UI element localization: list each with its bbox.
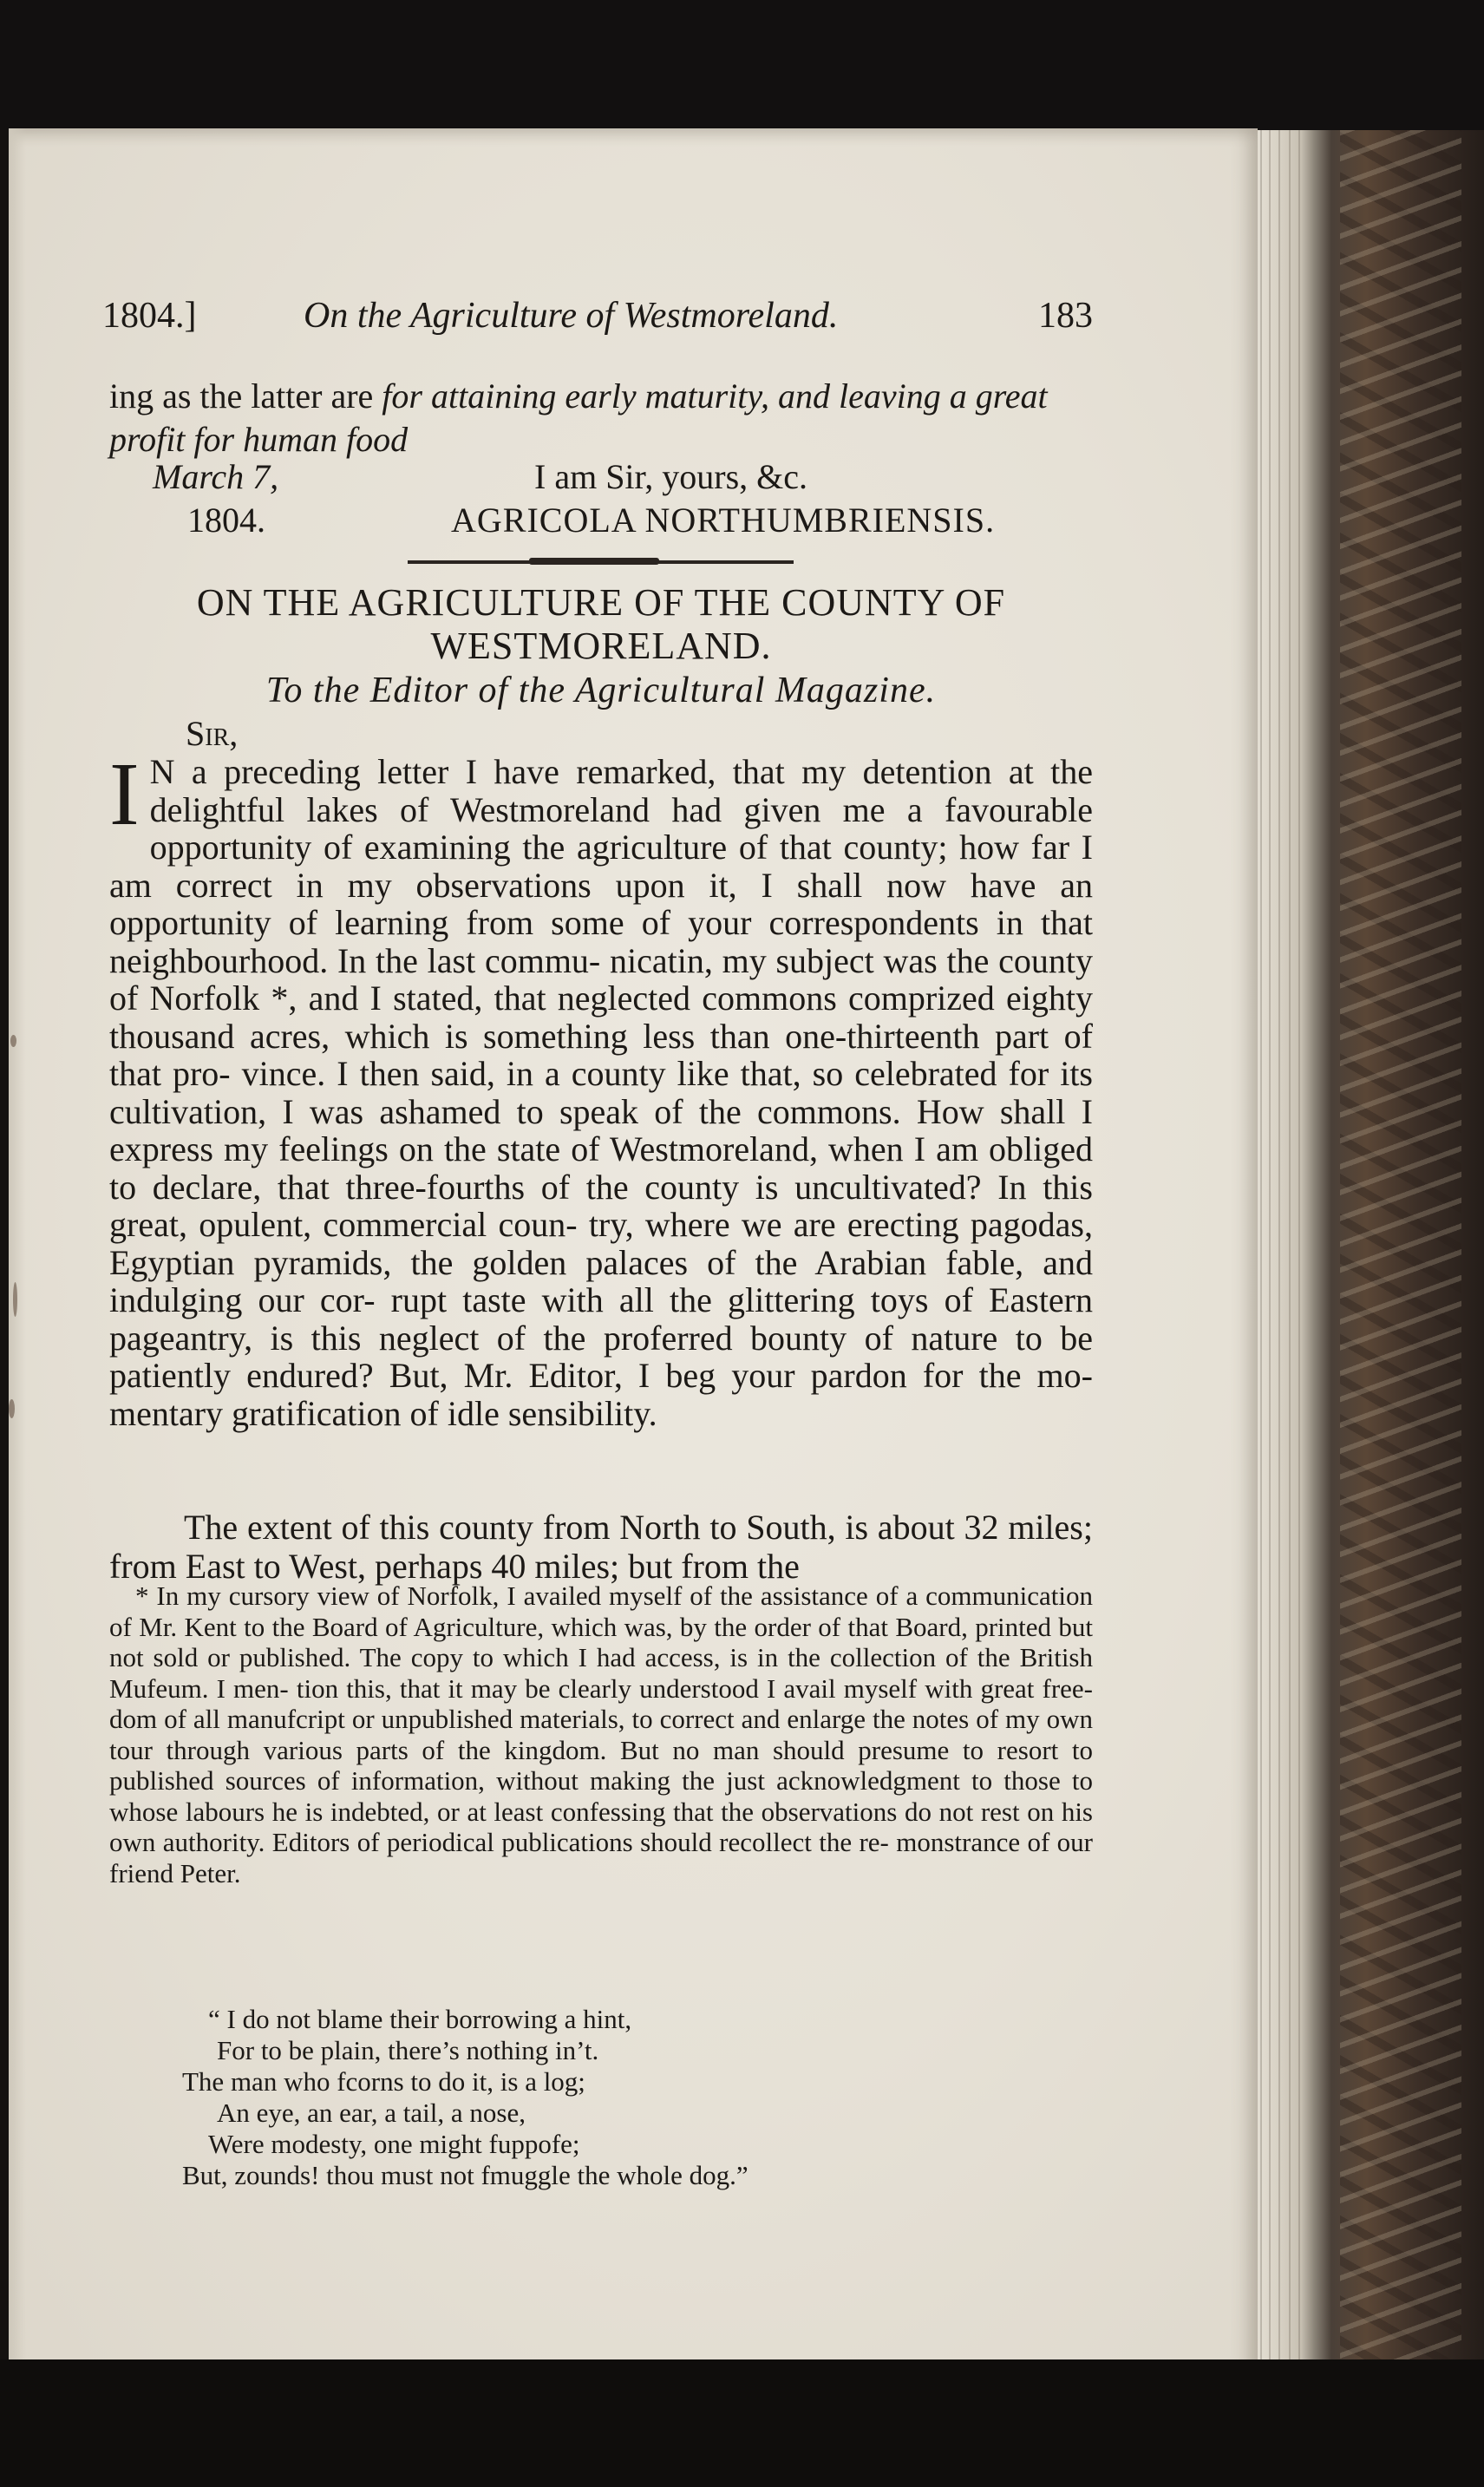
page-edge-stripe	[1289, 130, 1291, 2386]
verse-line: Were modesty, one might fuppofe;	[208, 2129, 580, 2159]
verse-line: But, zounds! thou must not fmuggle the whole dog.”	[182, 2160, 749, 2190]
signoff-date: March 7,	[153, 457, 279, 496]
addressee-line: To the Editor of the Agricultural Magazine.	[265, 671, 937, 710]
page-edge-stripe	[1278, 130, 1280, 2386]
verse-line: “ I do not blame their borrowing a hint,	[208, 2004, 632, 2034]
article-title-line-1: ON THE AGRICULTURE OF THE COUNTY OF	[196, 581, 1006, 624]
continued-text-plain: ing as the latter are	[109, 376, 382, 416]
margin-mark	[9, 1399, 15, 1418]
salutation: Sir,	[186, 714, 239, 753]
running-head-year: 1804.]	[102, 296, 197, 336]
verse-line: For to be plain, there’s nothing in’t.	[217, 2035, 599, 2065]
page-gutter-shadow	[9, 128, 26, 2375]
running-head-title: On the Agriculture of Westmoreland.	[304, 296, 839, 336]
margin-mark	[10, 1035, 16, 1047]
verse-line: The man who fcorns to do it, is a log;	[182, 2066, 585, 2097]
page-edge-stripe	[1269, 130, 1271, 2386]
section-divider-ornament	[529, 558, 659, 565]
continued-text-italic: for attaining early maturity, and leaving a great profit for human food	[109, 376, 1048, 459]
continued-text	[109, 375, 1093, 461]
paragraph-2: The extent of this county from North to South, is about 32 miles; from East to West, perhaps 40 miles; but from the	[109, 1508, 1093, 1586]
verse-line: An eye, an ear, a tail, a nose,	[217, 2098, 526, 2128]
drop-cap: I	[109, 744, 140, 844]
article-title	[109, 581, 1093, 668]
book-spine-edge	[1253, 130, 1484, 2386]
footnote: * In my cursory view of Norfolk, I availed myself of the assistance of a communication of Mr. Kent to the Board of Agriculture, which was, by the order of that Board, printed but not sold or published. The copy to which I had access, is in the collection of the British Mufeum. I men- tion this, that it may be clearly understood I avail myself with great free- dom of all manufcript or unpublished materials, to correct and enlarge the notes of my own tour through various parts of the kingdom. But no man should presume to resort to published sources of information, without making the just acknowledgment to those to whose labours he is indebted, or at least confessing that the observations do not rest on his own authority. Editors of periodical publications should recollect the re- monstrance of our friend Peter.	[109, 1581, 1093, 1888]
paragraph-1-text: N a preceding letter I have remarked, that my detention at the delightful lakes of Westmoreland had given me a favourable opportunity of examining the agriculture of that county; how far I am correct in my observations upon it, I shall now have an opportunity of learning from some of your correspondents in that neighbourhood. In the last commu- nicatin, my subject was the county of Norfolk *, and I stated, that neglected commons comprized eighty thousand acres, which is something less than one-thirteenth part of that pro- vince. I then said, in a county like that, so celebrated for its cultivation, I was ashamed to speak of the commons. How shall I express my feelings on the state of Westmoreland, when I am obliged to declare, that three-fourths of the county is uncultivated? In this great, opulent, commercial coun- try, where we are erecting pagodas, Egyptian pyramids, the golden palaces of the Arabian fable, and indulging our cor- rupt taste with all the glittering toys of Eastern pageantry, is this neglect of the proferred bounty of nature to be patiently endured? But, Mr. Editor, I beg your pardon for the mo- mentary gratification of idle sensibility.	[109, 752, 1093, 1433]
margin-mark	[13, 1282, 17, 1317]
page-edge-stripe	[1260, 130, 1262, 2386]
verse-quotation	[182, 2004, 963, 2191]
page-edge-stripe	[1298, 130, 1300, 2386]
dark-background-top	[0, 0, 1484, 130]
signoff-closing: I am Sir, yours, &c.	[534, 457, 808, 496]
page-number: 183	[1038, 296, 1093, 336]
signoff-signature: AGRICOLA NORTHUMBRIENSIS.	[451, 501, 996, 540]
dark-background-bottom	[0, 2359, 1484, 2487]
signoff-year: 1804.	[187, 501, 265, 540]
article-title-line-2: WESTMORELAND.	[430, 625, 772, 667]
running-head	[102, 295, 1093, 344]
marbled-board	[1340, 130, 1461, 2386]
paragraph-1	[109, 744, 1093, 1433]
